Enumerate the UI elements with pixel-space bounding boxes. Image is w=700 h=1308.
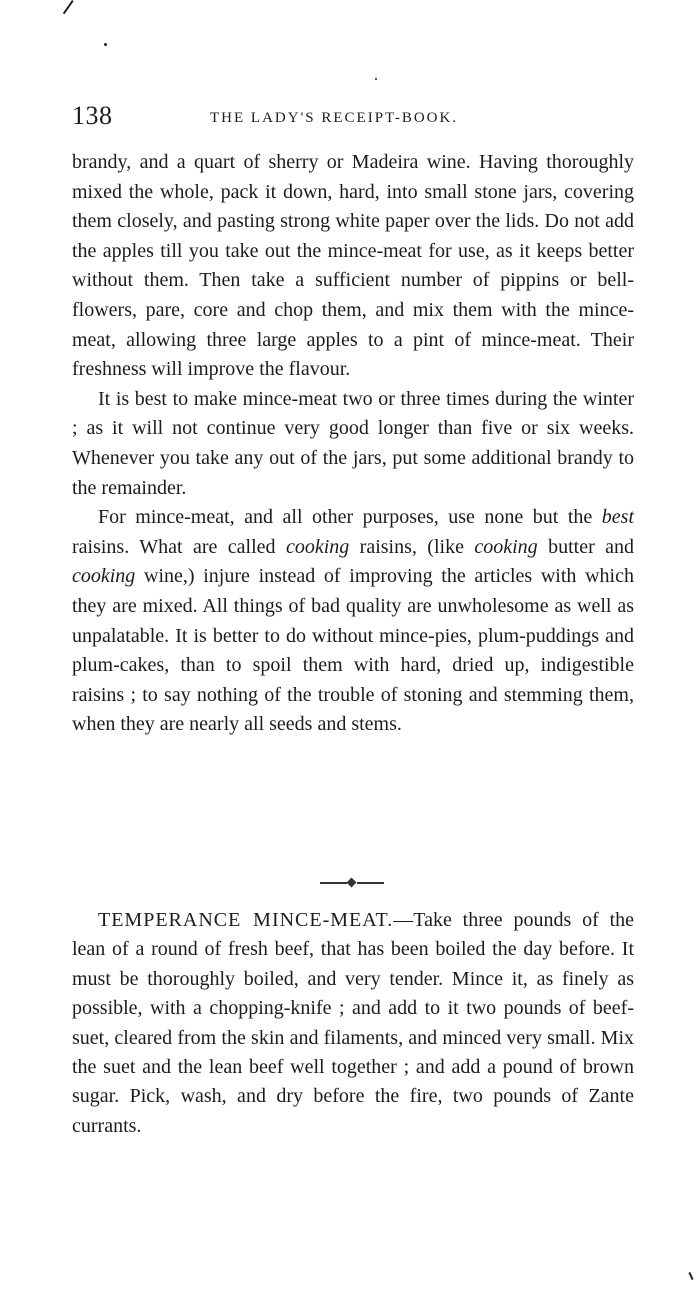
recipe-section [72,906,634,1141]
paragraph: It is best to make mince-meat two or three times during the winter ; as it will not continue very good longer than five or six weeks. Whenever you take any out of the jars, put some additional brandy to the remainder. [72,387,634,499]
text-run: butter and [537,535,635,558]
italic-word: cooking [285,535,350,558]
italic-word: cooking [474,535,538,558]
diamond-icon [347,878,357,888]
margin-pen-mark [63,0,74,14]
text-run: wine,) injure instead of improving the articles with which they are mixed. All things of bad quality are unwholesome as well as unpalatable. It is better to do without mince-pies, plum-puddings and plum-cakes, than to spoil them with hard, dried up, indigestible raisins ; to say nothing of the trouble of stoning and stemming them, when they are nearly all seeds and stems. [72,565,634,736]
recipe-text: —Take three pounds of the lean of a round of fresh beef, that has been boiled the day before. It must be thoroughly boiled, and very tender. Mince it, as finely as possible, with a chopping-knife ; and add to it two pounds of beef-suet, cleared from the skin and filaments, and minced very small. Mix the suet and the lean beef well together ; and add a pound of brown sugar. Pick, wash, and dry before the fire, two pounds of Zante currants. [72,909,635,1137]
recipe-paragraph [72,906,634,1141]
paragraph [72,503,634,740]
italic-word: best [601,506,634,529]
margin-speck [375,78,377,80]
divider-rule [320,882,347,884]
text-run: raisins. What are called [72,535,286,558]
running-title: THE LADY'S RECEIPT-BOOK. [210,110,459,126]
divider-rule [357,882,384,884]
margin-speck [104,43,107,46]
body-text [72,148,634,740]
recipe-title: TEMPERANCE MINCE-MEAT. [98,909,394,931]
margin-speck [688,1272,693,1280]
text-run: For mince-meat, and all other purposes, use none but the [98,506,602,529]
running-head [72,100,632,132]
page-number: 138 [72,101,113,130]
section-divider-ornament [320,876,384,890]
paragraph: brandy, and a quart of sherry or Madeira wine. Having thoroughly mixed the whole, pack it down, hard, into small stone jars, covering them closely, and pasting strong white paper over the lids. Do not add the apples till you take out the mince-meat for use, as it keeps better without them. Then take a sufficient number of pippins or bell-flowers, pare, core and chop them, and mix them with the mince-meat, allowing three large apples to a pint of mince-meat. Their freshness will improve the flavour. [72,151,634,381]
text-run: raisins, (like [349,535,475,558]
italic-word: cooking [72,565,136,588]
